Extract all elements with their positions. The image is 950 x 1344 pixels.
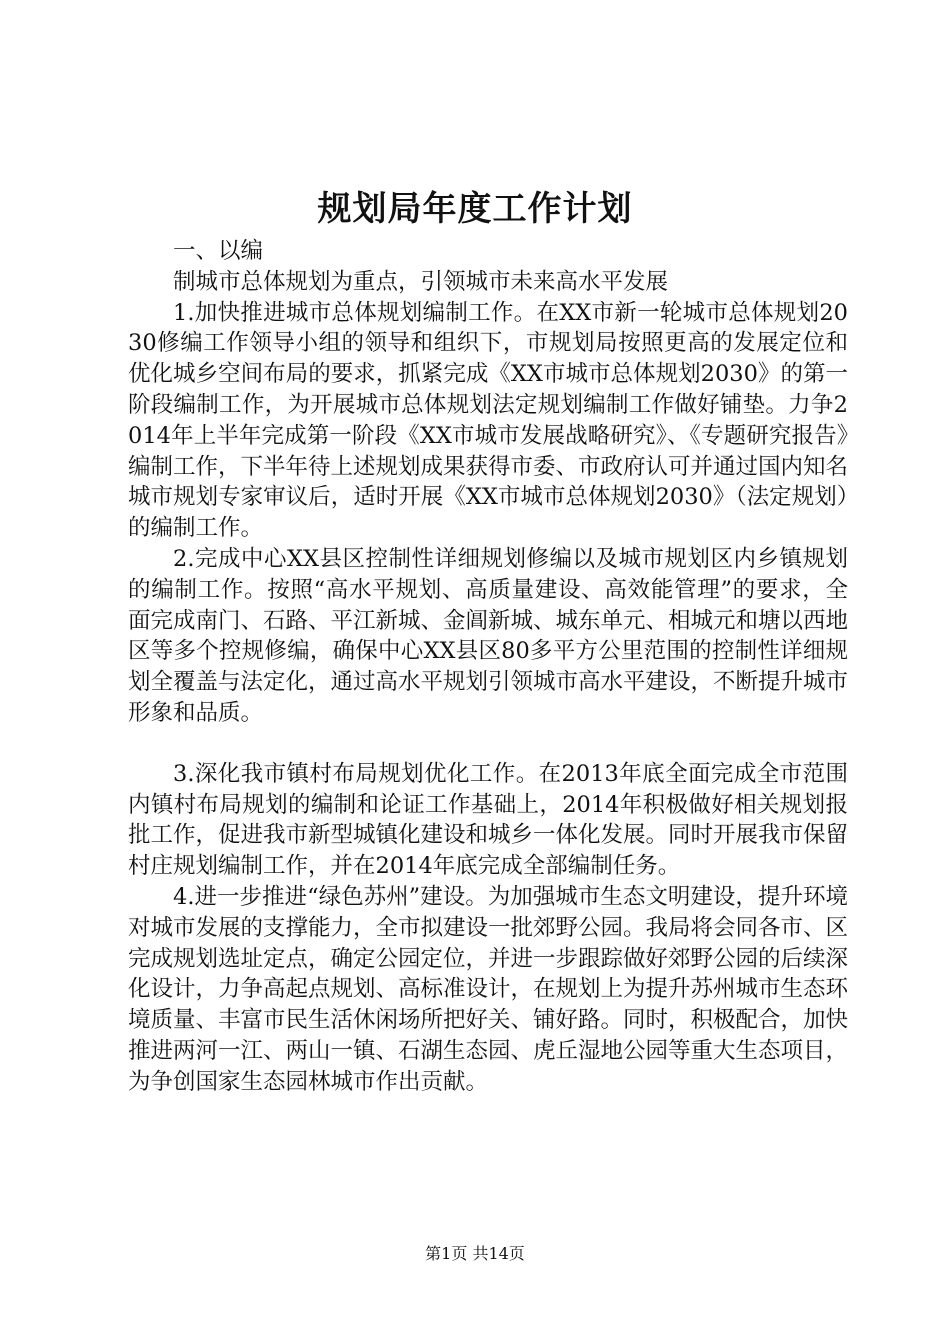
paragraph-item-4: 4.进一步推进“绿色苏州”建设。为加强城市生态文明建设，提升环境对城市发展的支撑能力，全市拟建设一批郊野公园。我局将会同各市、区完成规划选址定点，确定公园定位，并进一步跟踪做好郊野公园的后续深化设计，力争高起点规划、高标准设计，在规划上为提升苏州城市生态环境质量、丰富市民生活休闲场所把好关、铺好路。同时，积极配合，加快推进两河一江、两山一镇、石湖生态园、虎丘湿地公园等重大生态项目，为争创国家生态园林城市作出贡献。 [128, 883, 849, 1095]
section-heading: 一、以编 [173, 238, 264, 264]
paragraph-item-3: 3.深化我市镇村布局规划优化工作。在2013年底全面完成全市范围内镇村布局规划的编制和论证工作基础上，2014年积极做好相关规划报批工作，促进我市新型城镇化建设和城乡一体化发展。同时开展我市保留村庄规划编制工作，并在2014年底完成全部编制任务。 [128, 760, 849, 880]
paragraph-item-1: 1.加快推进城市总体规划编制工作。在XX市新一轮城市总体规划2030修编工作领导小组的领导和组织下，市规划局按照更高的发展定位和优化城乡空间布局的要求，抓紧完成《XX市城市总体规划2030》的第一阶段编制工作，为开展城市总体规划法定规划编制工作做好铺垫。力争2014年上半年完成第一阶段《XX市城市发展战略研究》、《专题研究报告》编制工作，下半年待上述规划成果获得市委、市政府认可并通过国内知名城市规划专家审议后，适时开展《XX市城市总体规划2030》（法定规划）的编制工作。 [128, 299, 849, 542]
section-subheading: 制城市总体规划为重点，引领城市未来高水平发展 [173, 268, 669, 295]
document-title: 规划局年度工作计划 [317, 189, 633, 229]
paragraph-item-2: 2.完成中心XX县区控制性详细规划修编以及城市规划区内乡镇规划的编制工作。按照“高水平规划、高质量建设、高效能管理”的要求，全面完成南门、石路、平江新城、金阊新城、城东单元、相城元和塘以西地区等多个控规修编，确保中心XX县区80多平方公里范围的控制性详细规划全覆盖与法定化，通过高水平规划引领城市高水平建设，不断提升城市形象和品质。 [128, 545, 849, 726]
document-body [128, 236, 848, 1098]
page-footer: 第1页 共14页 [425, 1244, 525, 1263]
